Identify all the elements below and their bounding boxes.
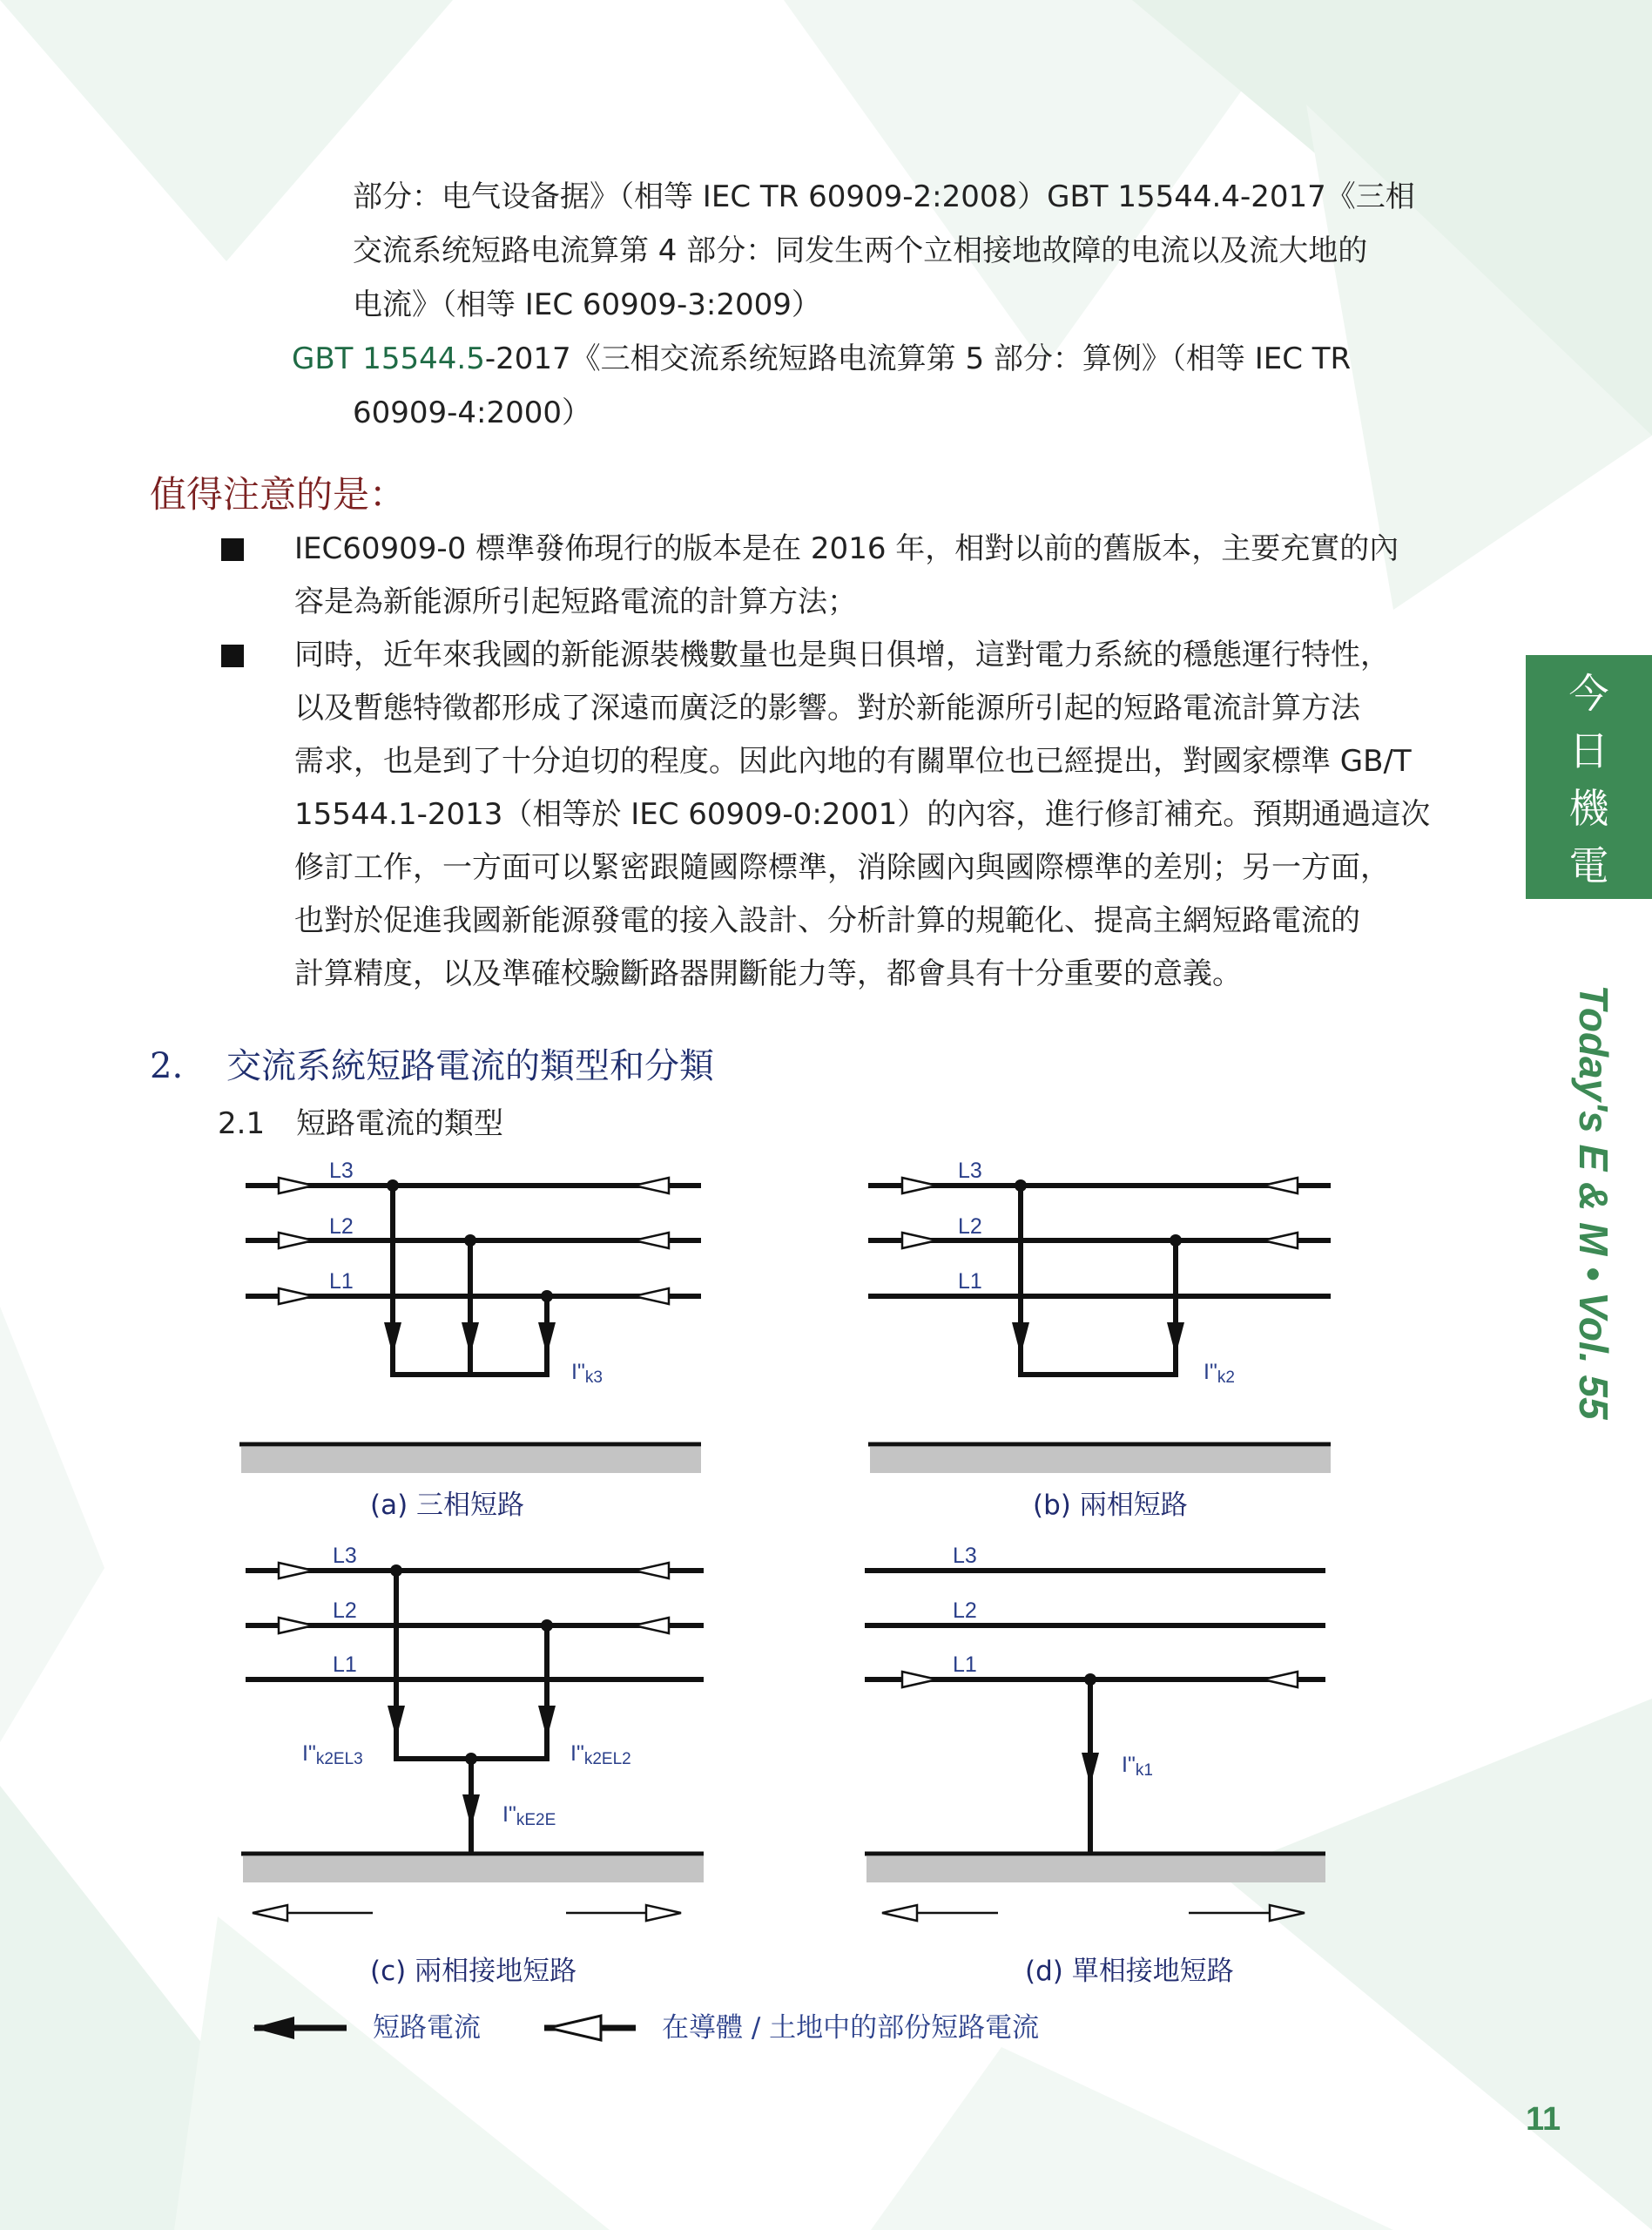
legend-label-partial: 在導體 / 土地中的部份短路電流 xyxy=(662,2012,1040,2044)
reference-line: 电流》（相等 IEC 60909-3:2009） xyxy=(353,287,821,322)
diagram-b-two-phase xyxy=(868,1159,1331,1521)
phase-label-l2: L2 xyxy=(958,1214,982,1239)
bullet-item: 同時，近年來我國的新能源裝機數量也是與日俱增，這對電力系統的穩態運行特性， 以及暫態特徵都形成了深遠而廣泛的影響。對於新能源所引起的短路電流計算方法 需求，也是到了十分迫切的程度。因此內地的有關單位也已經提出，對國家標準 GB/T 15544.1-2013（相等於 IEC 60909-0:2001）的內容，進行修訂補充。預期通過這次 修訂工作，一方面可以緊密跟隨國際標準，消除國內與國際標準的差別；另一方面， 也對於促進我國新能源發電的接入設計、分析計算的規範化、提高主網短路電流的 計算精度，以及準確校驗斷路器開斷能力等，都會具有十分重要的意義。 xyxy=(218,629,1472,1001)
reference-line: 60909-4:2000） xyxy=(353,395,592,430)
phase-label-l3: L3 xyxy=(958,1159,982,1183)
section-heading: 2. 交流系統短路電流的類型和分類 xyxy=(150,1046,714,1086)
phase-label-l1: L1 xyxy=(329,1269,354,1294)
subsection-heading: 2.1 短路電流的類型 xyxy=(218,1106,503,1141)
magazine-vertical-title: Today's E & M • Vol. 55 xyxy=(1571,984,1616,1420)
caption-b: (b) 兩相短路 xyxy=(1033,1490,1188,1521)
phase-label-l1: L1 xyxy=(333,1652,357,1677)
phase-label-l1: L1 xyxy=(953,1652,977,1677)
caption-a: (a) 三相短路 xyxy=(370,1490,525,1521)
reference-line: 交流系统短路电流算第 4 部分：同发生两个立相接地故障的电流以及流大地的 xyxy=(353,233,1368,268)
caption-c: (c) 兩相接地短路 xyxy=(370,1956,577,1987)
reference-line: GBT 15544.5-2017《三相交流系统短路电流算第 5 部分：算例》（相等 IEC TR xyxy=(292,341,1352,376)
phase-label-l1: L1 xyxy=(958,1269,982,1294)
phase-label-l3: L3 xyxy=(329,1159,354,1183)
current-label-k1: I"k1 xyxy=(1122,1753,1153,1780)
note-heading: 值得注意的是： xyxy=(150,473,407,516)
current-label-k3: I"k3 xyxy=(571,1360,603,1387)
current-label-ke2e: I"kE2E xyxy=(502,1802,556,1829)
diagram-d-single-phase-earth xyxy=(865,1544,1325,1987)
side-tab: 今 日 機 電 xyxy=(1526,655,1652,899)
phase-label-l2: L2 xyxy=(333,1598,357,1623)
page-number: 11 xyxy=(1526,2101,1561,2138)
reference-line: 部分：电气设备据》（相等 IEC TR 60909-2:2008）GBT 15544.4-2017《三相 xyxy=(353,179,1415,214)
diagram-legend xyxy=(253,2012,1039,2044)
legend-label-short-circuit: 短路電流 xyxy=(373,2012,481,2044)
current-label-k2el2: I"k2EL2 xyxy=(570,1741,631,1768)
current-label-k2el3: I"k2EL3 xyxy=(302,1741,363,1768)
bullet-item: IEC60909-0 標準發佈現行的版本是在 2016 年，相對以前的舊版本，主要充實的內 容是為新能源所引起短路電流的計算方法； xyxy=(218,523,1472,629)
diagram-a-three-phase xyxy=(239,1159,701,1521)
current-label-k2: I"k2 xyxy=(1204,1360,1235,1387)
phase-label-l3: L3 xyxy=(333,1544,357,1568)
standard-code: GBT 15544.5 xyxy=(292,341,485,376)
phase-label-l2: L2 xyxy=(329,1214,354,1239)
phase-label-l2: L2 xyxy=(953,1598,977,1623)
diagram-c-two-phase-earth xyxy=(241,1544,704,1987)
phase-label-l3: L3 xyxy=(953,1544,977,1568)
caption-d: (d) 單相接地短路 xyxy=(1025,1956,1234,1987)
